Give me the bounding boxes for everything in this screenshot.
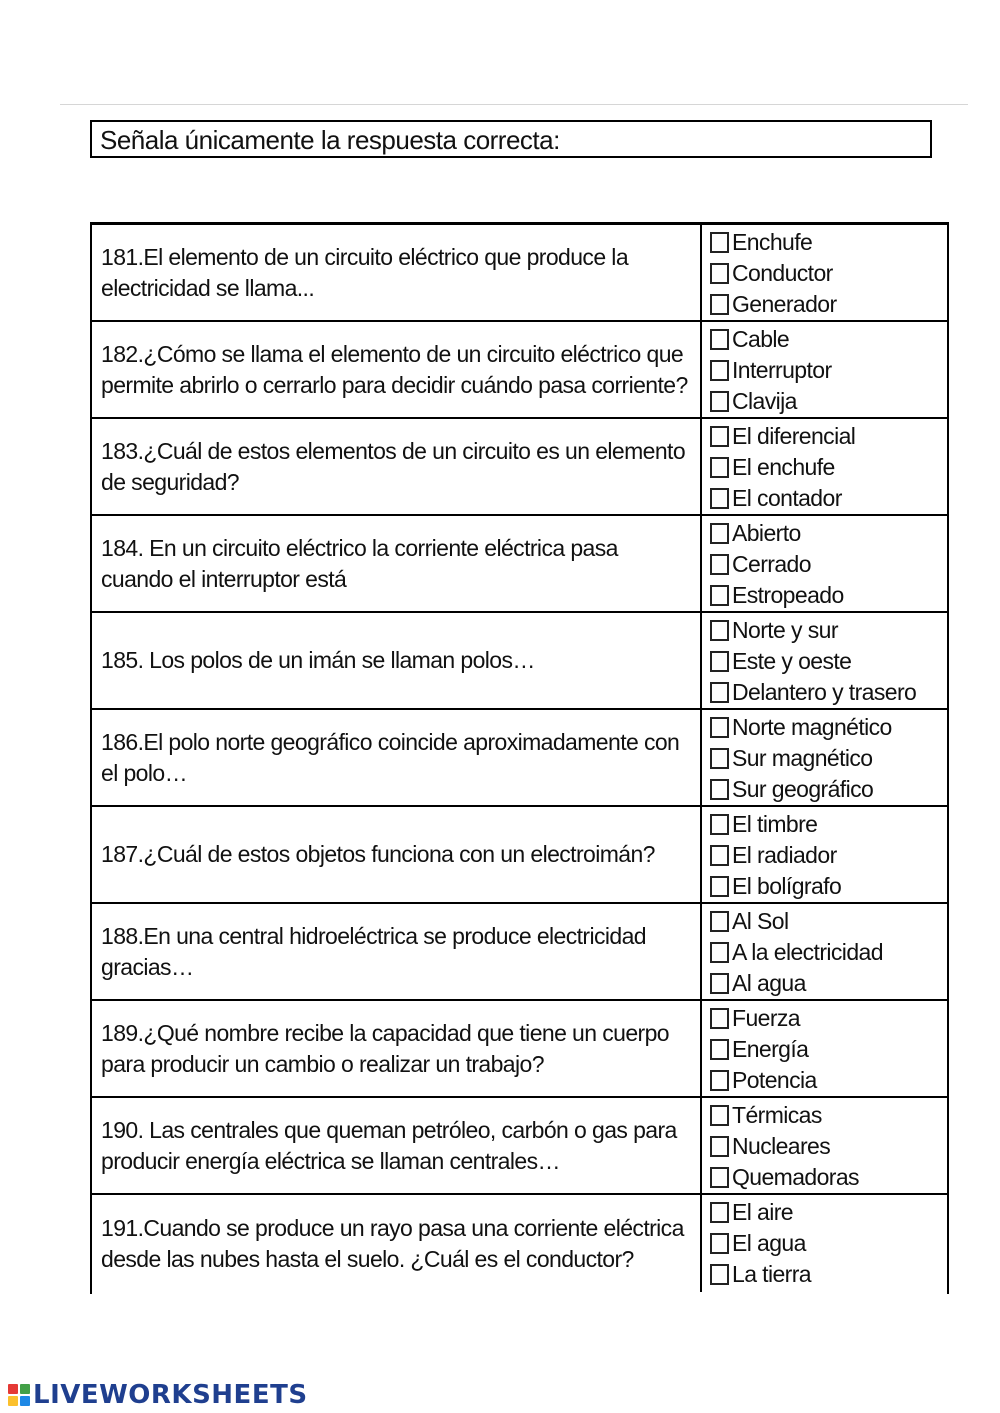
answer-option[interactable] bbox=[710, 1034, 947, 1065]
option-label: Al Sol bbox=[732, 908, 789, 934]
question-text: 190. Las centrales que queman petróleo, carbón o gas para producir energía eléctrica se llaman centrales… bbox=[92, 1098, 702, 1193]
checkbox[interactable] bbox=[710, 1264, 729, 1285]
option-label: A la electricidad bbox=[732, 939, 883, 965]
answer-option[interactable] bbox=[710, 1197, 947, 1228]
checkbox[interactable] bbox=[710, 682, 729, 703]
liveworksheets-logo[interactable] bbox=[8, 1380, 308, 1410]
answer-options bbox=[702, 225, 947, 320]
answer-option[interactable] bbox=[710, 968, 947, 999]
answer-option[interactable] bbox=[710, 840, 947, 871]
option-label: Enchufe bbox=[732, 229, 813, 255]
checkbox[interactable] bbox=[710, 1105, 729, 1126]
answer-option[interactable] bbox=[710, 483, 947, 514]
answer-option[interactable] bbox=[710, 646, 947, 677]
answer-option[interactable] bbox=[710, 906, 947, 937]
option-label: Térmicas bbox=[732, 1102, 822, 1128]
option-label: El bolígrafo bbox=[732, 873, 842, 899]
answer-option[interactable] bbox=[710, 258, 947, 289]
checkbox[interactable] bbox=[710, 651, 729, 672]
question-row bbox=[92, 710, 947, 807]
answer-option[interactable] bbox=[710, 1003, 947, 1034]
checkbox[interactable] bbox=[710, 263, 729, 284]
answer-options bbox=[702, 419, 947, 514]
answer-option[interactable] bbox=[710, 809, 947, 840]
question-text: 182.¿Cómo se llama el elemento de un circuito eléctrico que permite abrirlo o cerrarlo para decidir cuándo pasa corriente? bbox=[92, 322, 702, 417]
answer-option[interactable] bbox=[710, 1131, 947, 1162]
option-label: Abierto bbox=[732, 520, 801, 546]
checkbox[interactable] bbox=[710, 488, 729, 509]
option-label: Generador bbox=[732, 291, 837, 317]
answer-option[interactable] bbox=[710, 937, 947, 968]
answer-option[interactable] bbox=[710, 386, 947, 417]
question-row bbox=[92, 904, 947, 1001]
option-label: El contador bbox=[732, 485, 842, 511]
answer-option[interactable] bbox=[710, 580, 947, 611]
checkbox[interactable] bbox=[710, 585, 729, 606]
answer-options bbox=[702, 1098, 947, 1193]
question-text: 189.¿Qué nombre recibe la capacidad que tiene un cuerpo para producir un cambio o realizar un trabajo? bbox=[92, 1001, 702, 1096]
checkbox[interactable] bbox=[710, 748, 729, 769]
checkbox[interactable] bbox=[710, 426, 729, 447]
answer-options bbox=[702, 807, 947, 902]
answer-options bbox=[702, 710, 947, 805]
quiz-table bbox=[90, 222, 949, 1294]
option-label: Conductor bbox=[732, 260, 833, 286]
logo-square bbox=[20, 1384, 30, 1394]
option-label: Estropeado bbox=[732, 582, 844, 608]
answer-option[interactable] bbox=[710, 1259, 947, 1290]
top-divider bbox=[60, 104, 968, 105]
question-row bbox=[92, 1001, 947, 1098]
option-label: Quemadoras bbox=[732, 1164, 859, 1190]
logo-square bbox=[8, 1384, 18, 1394]
option-label: Este y oeste bbox=[732, 648, 852, 674]
option-label: El aire bbox=[732, 1199, 793, 1225]
checkbox[interactable] bbox=[710, 1008, 729, 1029]
checkbox[interactable] bbox=[710, 554, 729, 575]
answer-options bbox=[702, 904, 947, 999]
answer-option[interactable] bbox=[710, 774, 947, 805]
answer-option[interactable] bbox=[710, 1228, 947, 1259]
answer-option[interactable] bbox=[710, 289, 947, 320]
answer-option[interactable] bbox=[710, 871, 947, 902]
answer-options bbox=[702, 1195, 947, 1292]
option-label: Delantero y trasero bbox=[732, 679, 917, 705]
checkbox[interactable] bbox=[710, 779, 729, 800]
question-row bbox=[92, 613, 947, 710]
option-label: El timbre bbox=[732, 811, 818, 837]
checkbox[interactable] bbox=[710, 294, 729, 315]
option-label: El enchufe bbox=[732, 454, 835, 480]
question-row bbox=[92, 1098, 947, 1195]
option-label: Sur magnético bbox=[732, 745, 873, 771]
checkbox[interactable] bbox=[710, 523, 729, 544]
answer-option[interactable] bbox=[710, 227, 947, 258]
checkbox[interactable] bbox=[710, 1202, 729, 1223]
answer-option[interactable] bbox=[710, 712, 947, 743]
question-text: 191.Cuando se produce un rayo pasa una corriente eléctrica desde las nubes hasta el suelo. ¿Cuál es el conductor? bbox=[92, 1195, 702, 1292]
checkbox[interactable] bbox=[710, 360, 729, 381]
checkbox[interactable] bbox=[710, 391, 729, 412]
answer-options bbox=[702, 516, 947, 611]
option-label: Fuerza bbox=[732, 1005, 800, 1031]
instruction-box: Señala únicamente la respuesta correcta: bbox=[90, 120, 932, 158]
checkbox[interactable] bbox=[710, 620, 729, 641]
brand-name: LIVEWORKSHEETS bbox=[33, 1380, 308, 1410]
answer-option[interactable] bbox=[710, 677, 947, 708]
option-label: Clavija bbox=[732, 388, 797, 414]
checkbox[interactable] bbox=[710, 1136, 729, 1157]
question-row bbox=[92, 1195, 947, 1292]
question-row bbox=[92, 419, 947, 516]
checkbox[interactable] bbox=[710, 814, 729, 835]
answer-options bbox=[702, 322, 947, 417]
option-label: La tierra bbox=[732, 1261, 811, 1287]
question-text: 181.El elemento de un circuito eléctrico que produce la electricidad se llama... bbox=[92, 225, 702, 320]
option-label: Sur geográfico bbox=[732, 776, 874, 802]
checkbox[interactable] bbox=[710, 1233, 729, 1254]
question-row bbox=[92, 225, 947, 322]
question-row bbox=[92, 322, 947, 419]
answer-option[interactable] bbox=[710, 1065, 947, 1096]
checkbox[interactable] bbox=[710, 1039, 729, 1060]
answer-option[interactable] bbox=[710, 518, 947, 549]
answer-option[interactable] bbox=[710, 743, 947, 774]
logo-square bbox=[8, 1396, 18, 1406]
option-label: Norte magnético bbox=[732, 714, 892, 740]
answer-option[interactable] bbox=[710, 1162, 947, 1193]
question-text: 185. Los polos de un imán se llaman polos… bbox=[92, 613, 702, 708]
checkbox[interactable] bbox=[710, 457, 729, 478]
option-label: Cable bbox=[732, 326, 790, 352]
answer-option[interactable] bbox=[710, 1100, 947, 1131]
checkbox[interactable] bbox=[710, 1070, 729, 1091]
option-label: El radiador bbox=[732, 842, 837, 868]
checkbox[interactable] bbox=[710, 232, 729, 253]
answer-options bbox=[702, 613, 947, 708]
question-text: 188.En una central hidroeléctrica se produce electricidad gracias… bbox=[92, 904, 702, 999]
checkbox[interactable] bbox=[710, 717, 729, 738]
question-text: 186.El polo norte geográfico coincide aproximadamente con el polo… bbox=[92, 710, 702, 805]
answer-option[interactable] bbox=[710, 452, 947, 483]
question-text: 183.¿Cuál de estos elementos de un circuito es un elemento de seguridad? bbox=[92, 419, 702, 514]
checkbox[interactable] bbox=[710, 942, 729, 963]
question-text: 187.¿Cuál de estos objetos funciona con un electroimán? bbox=[92, 807, 702, 902]
option-label: Norte y sur bbox=[732, 617, 838, 643]
checkbox[interactable] bbox=[710, 911, 729, 932]
answer-option[interactable] bbox=[710, 421, 947, 452]
answer-option[interactable] bbox=[710, 355, 947, 386]
answer-option[interactable] bbox=[710, 324, 947, 355]
option-label: Nucleares bbox=[732, 1133, 831, 1159]
question-row bbox=[92, 807, 947, 904]
answer-options bbox=[702, 1001, 947, 1096]
question-text: 184. En un circuito eléctrico la corriente eléctrica pasa cuando el interruptor está bbox=[92, 516, 702, 611]
answer-option[interactable] bbox=[710, 549, 947, 580]
option-label: Cerrado bbox=[732, 551, 811, 577]
logo-square bbox=[20, 1396, 30, 1406]
logo-icon bbox=[8, 1384, 30, 1406]
option-label: Potencia bbox=[732, 1067, 817, 1093]
checkbox[interactable] bbox=[710, 845, 729, 866]
option-label: Energía bbox=[732, 1036, 809, 1062]
question-row bbox=[92, 516, 947, 613]
checkbox[interactable] bbox=[710, 973, 729, 994]
checkbox[interactable] bbox=[710, 1167, 729, 1188]
option-label: Al agua bbox=[732, 970, 806, 996]
option-label: El diferencial bbox=[732, 423, 856, 449]
checkbox[interactable] bbox=[710, 329, 729, 350]
answer-option[interactable] bbox=[710, 615, 947, 646]
option-label: Interruptor bbox=[732, 357, 832, 383]
option-label: El agua bbox=[732, 1230, 806, 1256]
checkbox[interactable] bbox=[710, 876, 729, 897]
